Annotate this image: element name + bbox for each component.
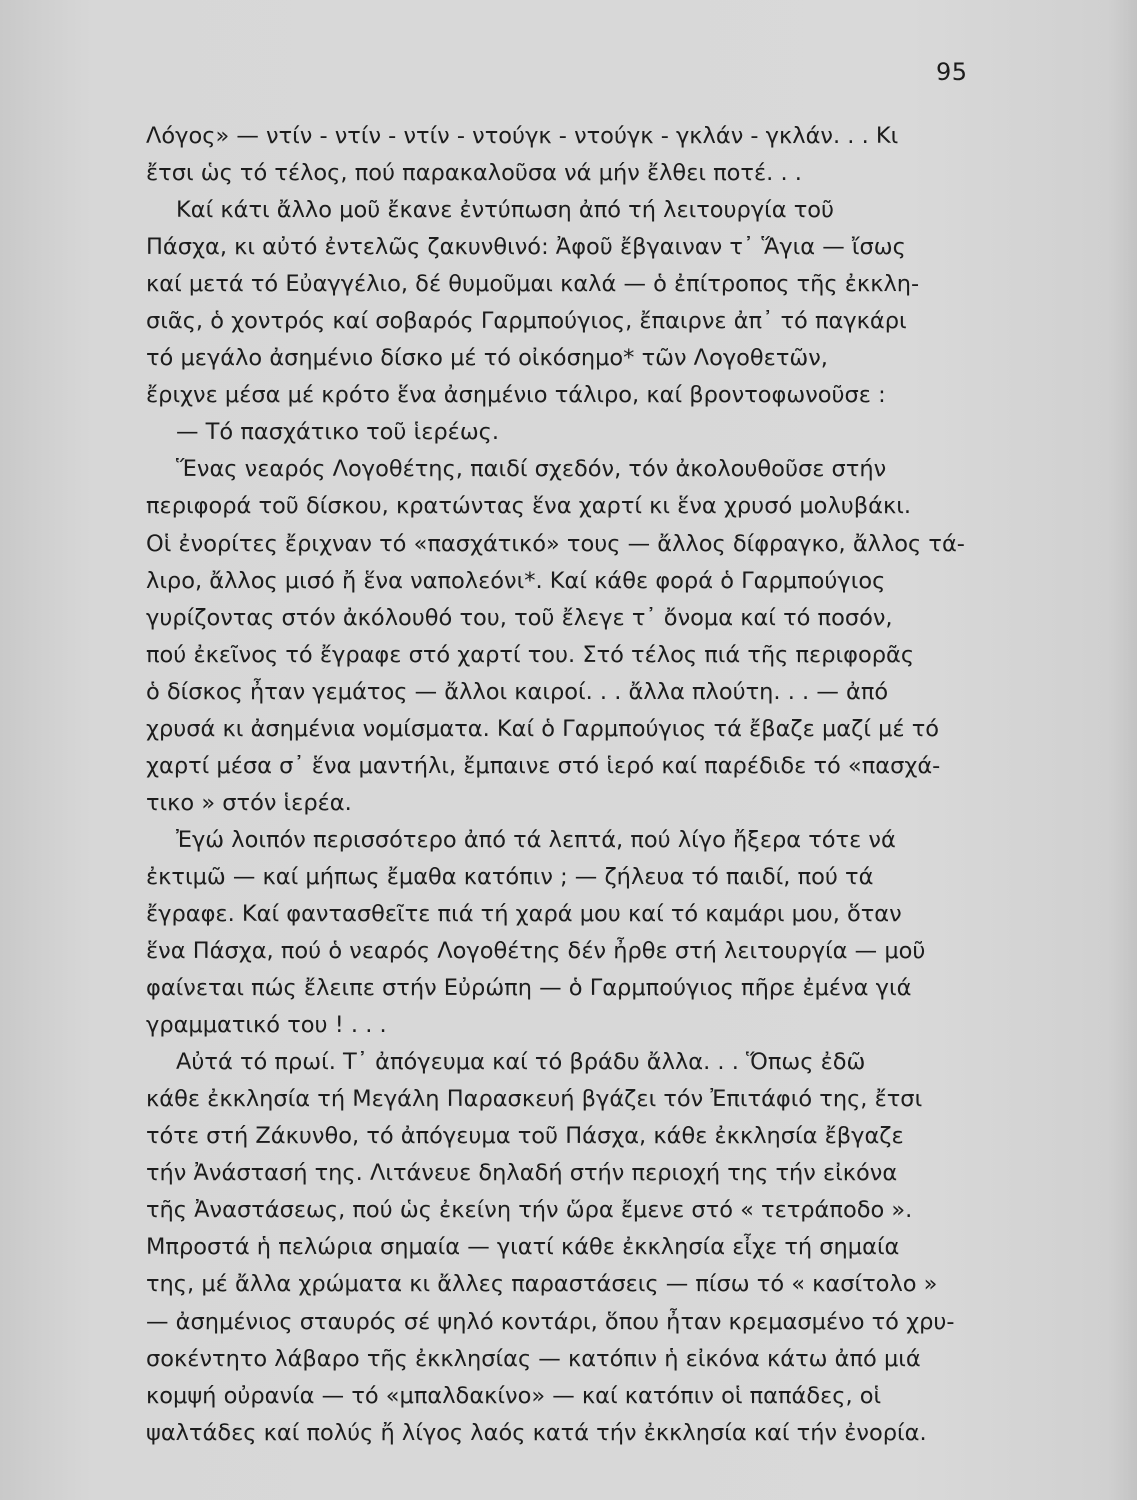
text-line: γυρίζοντας στόν ἀκόλουθό του, τοῦ ἔλεγε τ᾽ ὄνομα καί τό ποσόν, [146,604,893,631]
paragraph-start: Ἐγώ λοιπόν περισσότερο ἀπό τά λεπτά, πού λίγο ἤξερα τότε νά [176,826,896,853]
text-line: Οἱ ἐνορίτες ἔριχναν τό «πασχάτικό» τους — ἄλλος δίφραγκο, ἄλλος τά- [146,530,965,557]
text-line: Μπροστά ἡ πελώρια σημαία — γιατί κάθε ἐκκλησία εἶχε τή σημαία [146,1234,900,1261]
text-line: φαίνεται πώς ἔλειπε στήν Εὐρώπη — ὁ Γαρμπούγιος πῆρε ἐμένα γιά [146,975,912,1002]
text-line: καί μετά τό Εὐαγγέλιο, δέ θυμοῦμαι καλά — ὁ ἐπίτροπος τῆς ἐκκλη- [146,271,920,298]
text-line: τικο » στόν ἱερέα. [146,789,352,816]
text-line: ἐκτιμῶ — καί μήπως ἔμαθα κατόπιν ; — ζήλευα τό παιδί, πού τά [146,863,874,890]
text-line: ἕνα Πάσχα, πού ὁ νεαρός Λογοθέτης δέν ἦρθε στή λειτουργία — μοῦ [146,938,926,965]
page-edge-shadow [1107,0,1137,1500]
paragraph-start: Αὐτά τό πρωί. Τ᾽ ἀπόγευμα καί τό βράδυ ἄλλα. . . Ὅπως ἐδῶ [176,1049,866,1076]
body-text [146,118,966,1452]
text-line: κομψή οὐρανία — τό «μπαλδακίνο» — καί κατόπιν οἱ παπάδες, οἱ [146,1382,882,1409]
text-line: τήν Ἀνάστασή της. Λιτάνευε δηλαδή στήν περιοχή της τήν εἰκόνα [146,1160,898,1187]
text-line: τῆς Ἀναστάσεως, πού ὡς ἐκείνη τήν ὥρα ἔμενε στό « τετράποδο ». [146,1197,913,1224]
paragraph-start: — Τό πασχάτικο τοῦ ἱερέως. [176,419,500,446]
text-line: ἔτσι ὡς τό τέλος, πού παρακαλοῦσα νά μήν ἔλθει ποτέ. . . [146,160,802,187]
text-line: λιρο, ἄλλος μισό ἤ ἕνα ναπολεόνι*. Καί κάθε φορά ὁ Γαρμπούγιος [146,567,886,594]
text-line: — ἀσημένιος σταυρός σέ ψηλό κοντάρι, ὅπου ἦταν κρεμασμένο τό χρυ- [146,1308,955,1335]
text-line: Πάσχα, κι αὐτό ἐντελῶς ζακυνθινό: Ἀφοῦ ἔβγαιναν τ᾽ Ἅγια — ἴσως [146,234,906,261]
paragraph-start: Καί κάτι ἄλλο μοῦ ἔκανε ἐντύπωση ἀπό τή λειτουργία τοῦ [176,197,835,224]
text-line: ἔγραφε. Καί φαντασθεῖτε πιά τή χαρά μου καί τό καμάρι μου, ὅταν [146,900,902,927]
text-line: κάθε ἐκκλησία τή Μεγάλη Παρασκευή βγάζει τόν Ἐπιτάφιό της, ἔτσι [146,1086,923,1113]
page-number: 95 [936,58,968,86]
text-line: γραμματικό του ! . . . [146,1012,387,1039]
text-line: σοκέντητο λάβαρο τῆς ἐκκλησίας — κατόπιν ἡ εἰκόνα κάτω ἀπό μιά [146,1345,921,1372]
text-line: τό μεγάλο ἀσημένιο δίσκο μέ τό οἰκόσημο* τῶν Λογοθετῶν, [146,345,828,372]
text-line: περιφορά τοῦ δίσκου, κρατώντας ἕνα χαρτί κι ἕνα χρυσό μολυβάκι. [146,493,911,520]
text-line: της, μέ ἄλλα χρώματα κι ἄλλες παραστάσεις — πίσω τό « κασίτολο » [146,1271,938,1298]
text-line: ψαλτάδες καί πολύς ἤ λίγος λαός κατά τήν ἐκκλησία καί τήν ἐνορία. [146,1419,927,1446]
text-line: χαρτί μέσα σ᾽ ἕνα μαντήλι, ἔμπαινε στό ἱερό καί παρέδιδε τό «πασχά- [146,752,941,779]
text-line: πού ἐκεῖνος τό ἔγραφε στό χαρτί του. Στό τέλος πιά τῆς περιφορᾶς [146,641,915,668]
text-line: Λόγος» — ντίν - ντίν - ντίν - ντούγκ - ντούγκ - γκλάν - γκλάν. . . Κι [146,123,899,149]
paragraph-start: Ἕνας νεαρός Λογοθέτης, παιδί σχεδόν, τόν ἀκολουθοῦσε στήν [176,456,887,483]
text-line: τότε στή Ζάκυνθο, τό ἀπόγευμα τοῦ Πάσχα, κάθε ἐκκλησία ἔβγαζε [146,1123,904,1150]
text-line: ἔριχνε μέσα μέ κρότο ἕνα ἀσημένιο τάλιρο, καί βροντοφωνοῦσε : [146,382,886,409]
text-line: σιᾶς, ὁ χοντρός καί σοβαρός Γαρμπούγιος, ἔπαιρνε ἀπ᾽ τό παγκάρι [146,308,907,335]
text-line: χρυσά κι ἀσημένια νομίσματα. Καί ὁ Γαρμπούγιος τά ἔβαζε μαζί μέ τό [146,715,940,742]
text-line: ὁ δίσκος ἦταν γεμάτος — ἄλλοι καιροί. . . ἄλλα πλούτη. . . — ἀπό [146,678,889,705]
